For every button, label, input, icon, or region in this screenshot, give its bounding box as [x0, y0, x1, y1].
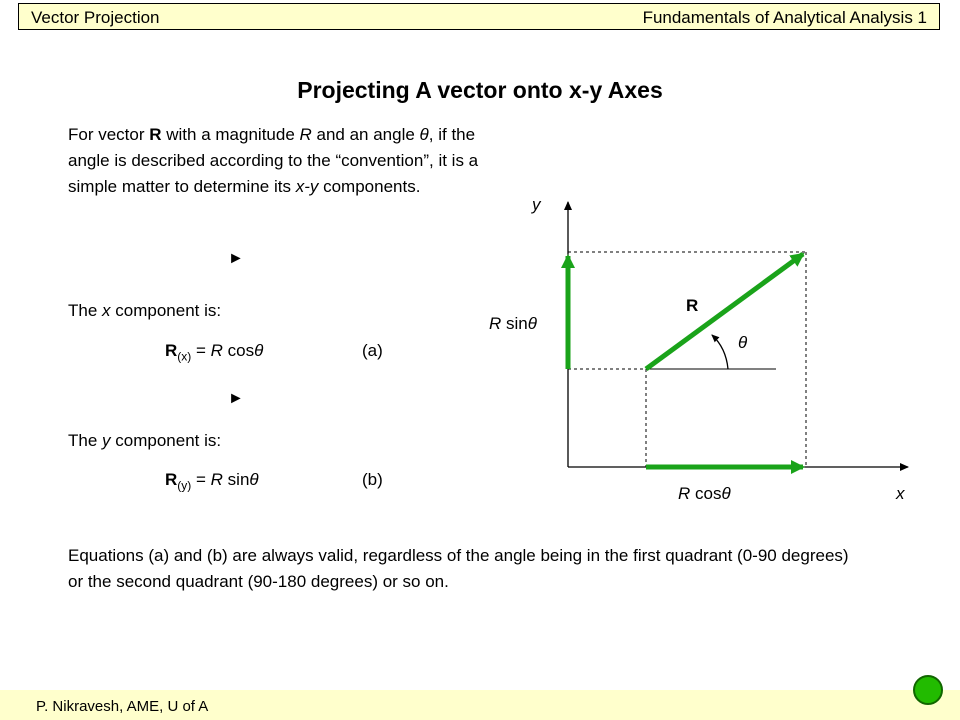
vector-r-label: R [686, 296, 699, 315]
projection-guides [568, 252, 806, 467]
y-axis-label: y [532, 195, 541, 214]
intro-paragraph: For vector R with a magnitude R and an angle θ, if the angle is described according to the “convention”, it is a simple matter to determine its x-y components. [68, 125, 479, 196]
x-component-equation: $R_{(x)} = R$ cosθ [165, 341, 264, 364]
angle-arc [712, 335, 728, 369]
r-cos-label: R cosθ [678, 484, 731, 503]
equation-tag-a: (a) [362, 341, 383, 360]
next-slide-button[interactable] [913, 675, 943, 705]
equation-tag-b: (b) [362, 470, 383, 489]
footer-bar [0, 690, 960, 720]
vector-symbol: R [149, 125, 162, 144]
x-axis-label: x [896, 484, 905, 503]
header-topic: Vector Projection [31, 8, 160, 27]
r-sin-label: R sinθ [489, 314, 537, 333]
header-course: Fundamentals of Analytical Analysis 1 [642, 8, 927, 27]
bullet-marker-1: ► [228, 250, 244, 267]
y-component-label: The y component is: [68, 431, 222, 450]
conclusion-paragraph: Equations (a) and (b) are always valid, regardless of the angle being in the first quadrant (0-90 degrees) or the second quadrant (90-180 degrees) or so on. [68, 546, 849, 591]
author-credit: P. Nikravesh, AME, U of A [36, 698, 209, 715]
x-component-label: The x component is: [68, 301, 222, 320]
slide-title: Projecting A vector onto x-y Axes [297, 77, 663, 103]
y-component-equation: $R_{(y)} = R$ sinθ [165, 470, 259, 493]
angle-theta-label: θ [738, 333, 748, 352]
bullet-marker-2: ► [228, 390, 244, 407]
resultant-vector-r [646, 254, 803, 369]
